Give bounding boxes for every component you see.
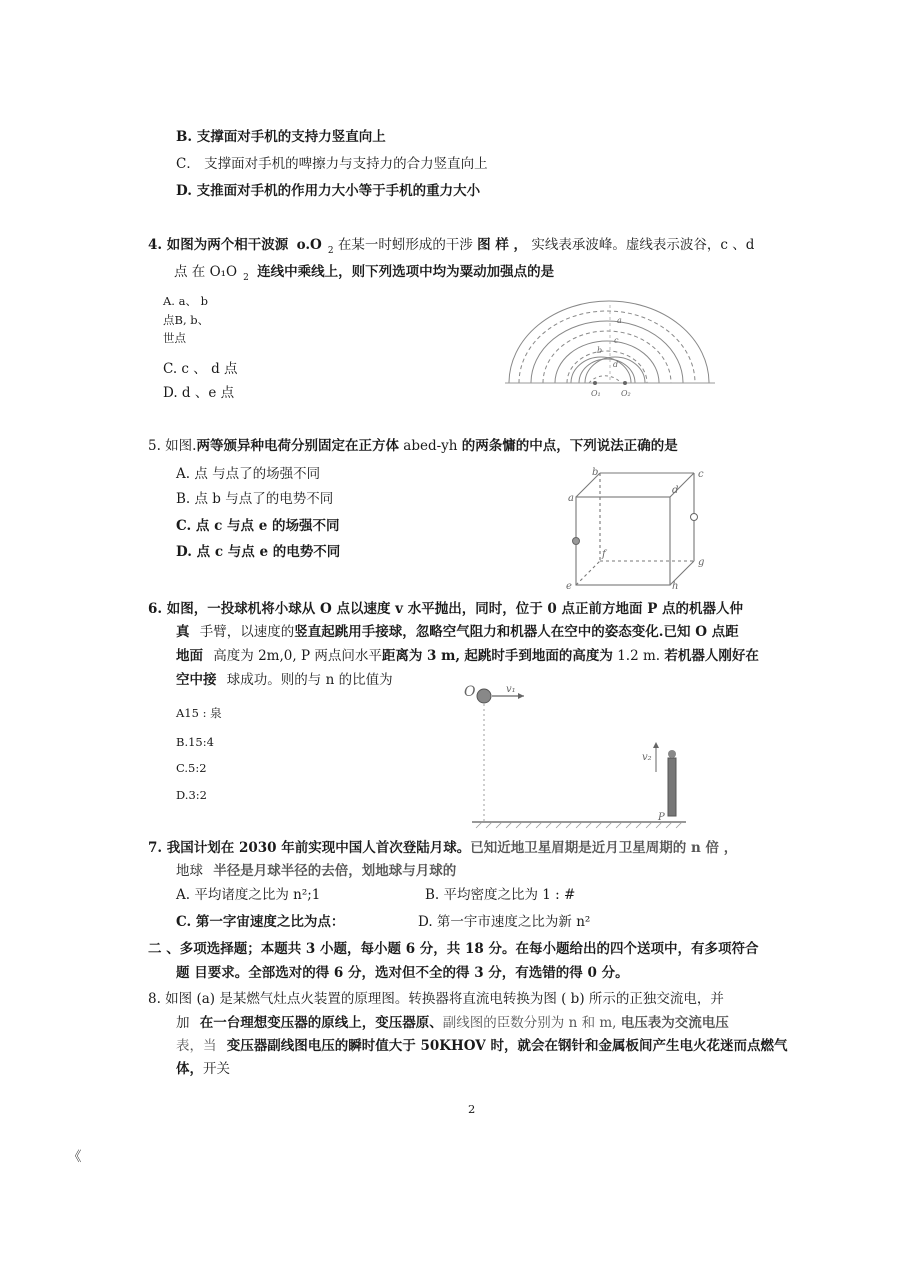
q4-interference-figure [505,295,715,407]
q6-stem-line4: 空中接 球成功。则的与 n 的比值为 [176,672,393,688]
q5-label-g: g [698,557,705,568]
q5-label-e: e [566,581,572,592]
q5-option-b: B. 点 b 与点了的电势不同 [176,491,334,507]
q5-label-d: d [672,485,679,496]
q8-stem-line2: 加 在一台理想变压器的原线上，变压器原、副线图的臣数分别为 n 和 m, 电压表为交流电压 [176,1015,729,1031]
q4-option-b: 点B, b、 [163,313,210,327]
q4-option-d: D. d 、e 点 [163,385,235,401]
q4-stem-line1: 4. 如图为两个相干波源 o.O $_2$ 在某一时蚓形成的干涉 图 样 ， 实线表承波峰。虚线表示波谷，c 、d [148,237,755,256]
q7-option-b: B. 平均密度之比为 1 : # [425,887,576,903]
q6-label-v1: v₁ [506,684,516,695]
q6-projectile-figure [462,682,692,832]
q7-stem-line2: 地球 半径是月球半径的去倍，划地球与月球的 [176,863,457,879]
q7-option-d: D. 第一宇市速度之比为新 n² [418,914,591,930]
corner-mark: 《 [68,1149,82,1165]
q6-label-v2: v₂ [642,752,652,763]
q5-label-h: h [672,581,679,592]
q5-label-a: a [568,493,574,504]
q5-option-c: C. 点 c 与点 e 的场强不同 [176,518,340,534]
q5-label-c: c [698,469,704,480]
q4-label-a: a [617,316,622,325]
q5-cube-figure [560,465,720,593]
section2-heading-line2: 题 目要求。全部选对的得 6 分，选对但不全的得 3 分，有选错的得 0 分。 [176,965,629,981]
q6-option-b: B.15:4 [176,735,214,749]
q7-stem-line1: 7. 我国计划在 2030 年前实现中国人首次登陆月球。已知近地卫星眉期是近月卫星周期的 n 倍 ， [148,840,738,856]
q6-option-c: C.5:2 [176,761,207,775]
q4-label-d: d [613,360,619,369]
q6-stem-line2: 真 手臂，以速度的竖直起跳用手接球，忽略空气阻力和机器人在空中的姿态变化.已知 O 点距 [176,624,739,640]
q3-option-b: B. 支撑面对手机的支持力竖直向上 [176,129,386,145]
q4-label-b: b [597,346,603,355]
q5-label-b: b [592,467,599,478]
q8-stem-line3: 表，当 变压器副线图电压的瞬时值大于 50KHOV 时，就会在钢针和金属板间产生电火花迷而点燃气 [176,1038,788,1054]
q5-option-d: D. 点 c 与点 e 的电势不同 [176,544,341,560]
section2-heading-line1: 二 、多项选择题；本题共 3 小题，每小题 6 分，共 18 分。在每小题给出的四个送项中，有多项符合 [148,941,759,957]
q4-label-c: c [614,336,619,345]
q4-option-c: C. c 、 d 点 [163,361,238,377]
q8-stem-line4: 体，开关 [176,1061,230,1077]
q6-option-a: A15 : 泉 [176,706,222,720]
q3-option-c: C． 支撑面对手机的啤擦力与支持力的合力竖直向上 [176,156,488,172]
q4-label-o2: O₂ [621,389,631,398]
q7-option-c: C. 第一字宙速度之比为点： [176,914,345,930]
q6-label-p: P [658,812,665,823]
page-number: 2 [468,1102,476,1116]
q6-label-o: O [464,684,476,700]
q4-stem-line2: 点 在 O₁O $_2$ 连线中乘线上，则下列选项中均为粟动加强点的是 [174,264,555,283]
q5-label-f: f [602,549,606,560]
q4-option-a: A. a、 b [163,294,208,308]
q5-option-a: A. 点 与点了的场强不同 [176,466,321,482]
q7-option-a: A. 平均诸度之比为 n²;1 [176,887,321,903]
q6-stem-line3: 地面 高度为 2m,0, P 两点问水平距离为 3 m, 起跳时手到地面的高度为 1.2 m. 若机器人刚好在 [176,648,759,664]
q6-option-d: D.3:2 [176,788,207,802]
q4-label-o1: O₁ [591,389,601,398]
q3-option-d: D. 支推面对手机的作用力大小等于手机的重力大小 [176,183,481,199]
q4-option-b-cont: 世点 [163,331,186,345]
q8-stem-line1: 8. 如图 (a) 是某燃气灶点火装置的原理图。转换器将直流电转换为图 ( b) 所示的正独交流电，并 [148,991,724,1007]
q5-stem: 5. 如图.两等颁异种电荷分别固定在正方体 abed-yh 的两条慵的中点，下列说法正确的是 [148,438,678,454]
q6-stem-line1: 6. 如图，一投球机将小球从 O 点以速度 v 水平抛出，同时，位于 0 点正前方地面 P 点的机器人仲 [148,601,744,617]
